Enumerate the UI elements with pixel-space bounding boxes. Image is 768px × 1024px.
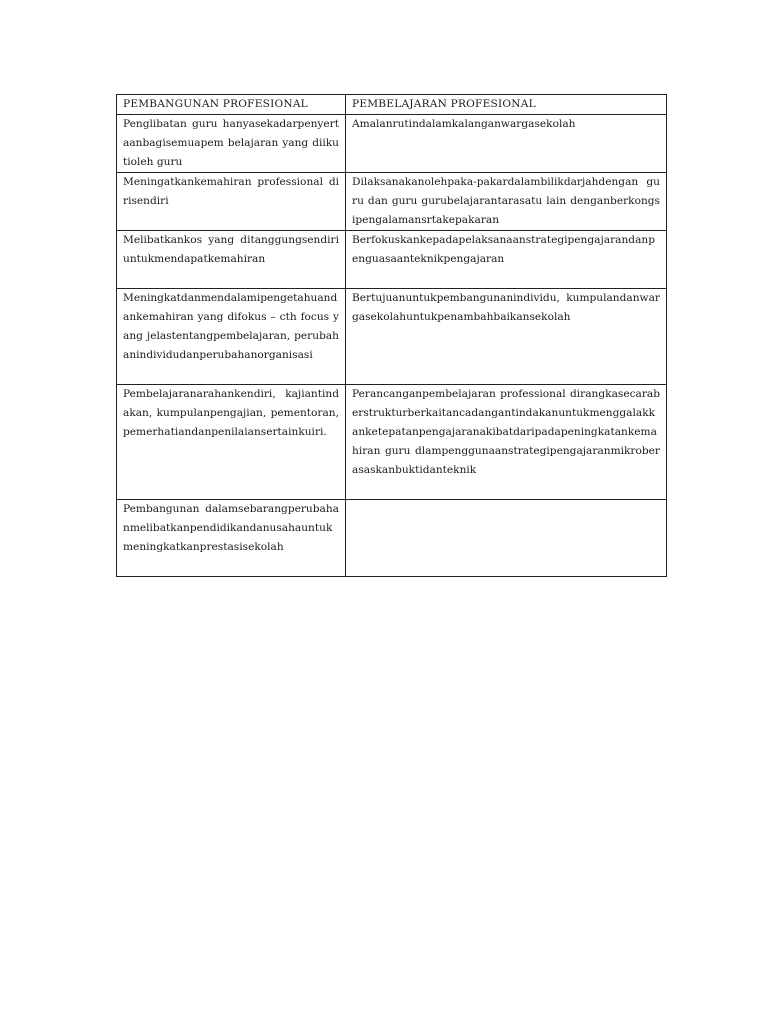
cell-pembelajaran: Amalanrutindalamkalanganwargasekolah (346, 115, 667, 173)
cell-pembangunan: Meningkatdanmendalamipengetahuandankemahiran yang difokus – cth focus yang jelastentangpembelajaran, perubahanindividudanperubahanorganisasi (117, 289, 346, 385)
cell-pembelajaran: Dilaksanakanolehpaka-pakardalambilikdarjahdengan guru dan guru gurubelajarantarasatu lain denganberkongsipengalamansrtakepakaran (346, 173, 667, 231)
table-row (117, 385, 667, 500)
cell-pembelajaran: Bertujuanuntukpembangunanindividu, kumpulandanwargasekolahuntukpenambahbaikansekolah (346, 289, 667, 385)
table-row (117, 231, 667, 289)
cell-pembangunan: Penglibatan guru hanyasekadarpenyertaanbagisemuapem belajaran yang diikutioleh guru (117, 115, 346, 173)
table-row (117, 289, 667, 385)
table-row (117, 173, 667, 231)
comparison-table (116, 94, 667, 577)
cell-pembangunan: Pembangunan dalamsebarangperubahanmelibatkanpendidikandanusahauntukmeningkatkanprestasisekolah (117, 500, 346, 577)
header-pembangunan: PEMBANGUNAN PROFESIONAL (117, 95, 346, 115)
cell-pembangunan: Pembelajaranarahankendiri, kajiantindakan, kumpulanpengajian, pementoran, pemerhatiandanpenilaiansertainkuiri. (117, 385, 346, 500)
table-row (117, 115, 667, 173)
cell-pembangunan: Meningatkankemahiran professional dirisendiri (117, 173, 346, 231)
cell-pembelajaran (346, 500, 667, 577)
cell-pembelajaran: Perancanganpembelajaran professional dirangkasecaraberstrukturberkaitancadangantindakanuntukmenggalakkanketepatanpengajaranakibatdaripadapeningkatankemahiran guru dlampenggunaanstrategipengajaranmikroberasaskanbuktidanteknik (346, 385, 667, 500)
cell-pembangunan: Melibatkankos yang ditanggungsendiriuntukmendapatkemahiran (117, 231, 346, 289)
table-header-row (117, 95, 667, 115)
header-pembelajaran: PEMBELAJARAN PROFESIONAL (346, 95, 667, 115)
cell-pembelajaran: Berfokuskankepadapelaksanaanstrategipengajarandanpenguasaanteknikpengajaran (346, 231, 667, 289)
table-row (117, 500, 667, 577)
